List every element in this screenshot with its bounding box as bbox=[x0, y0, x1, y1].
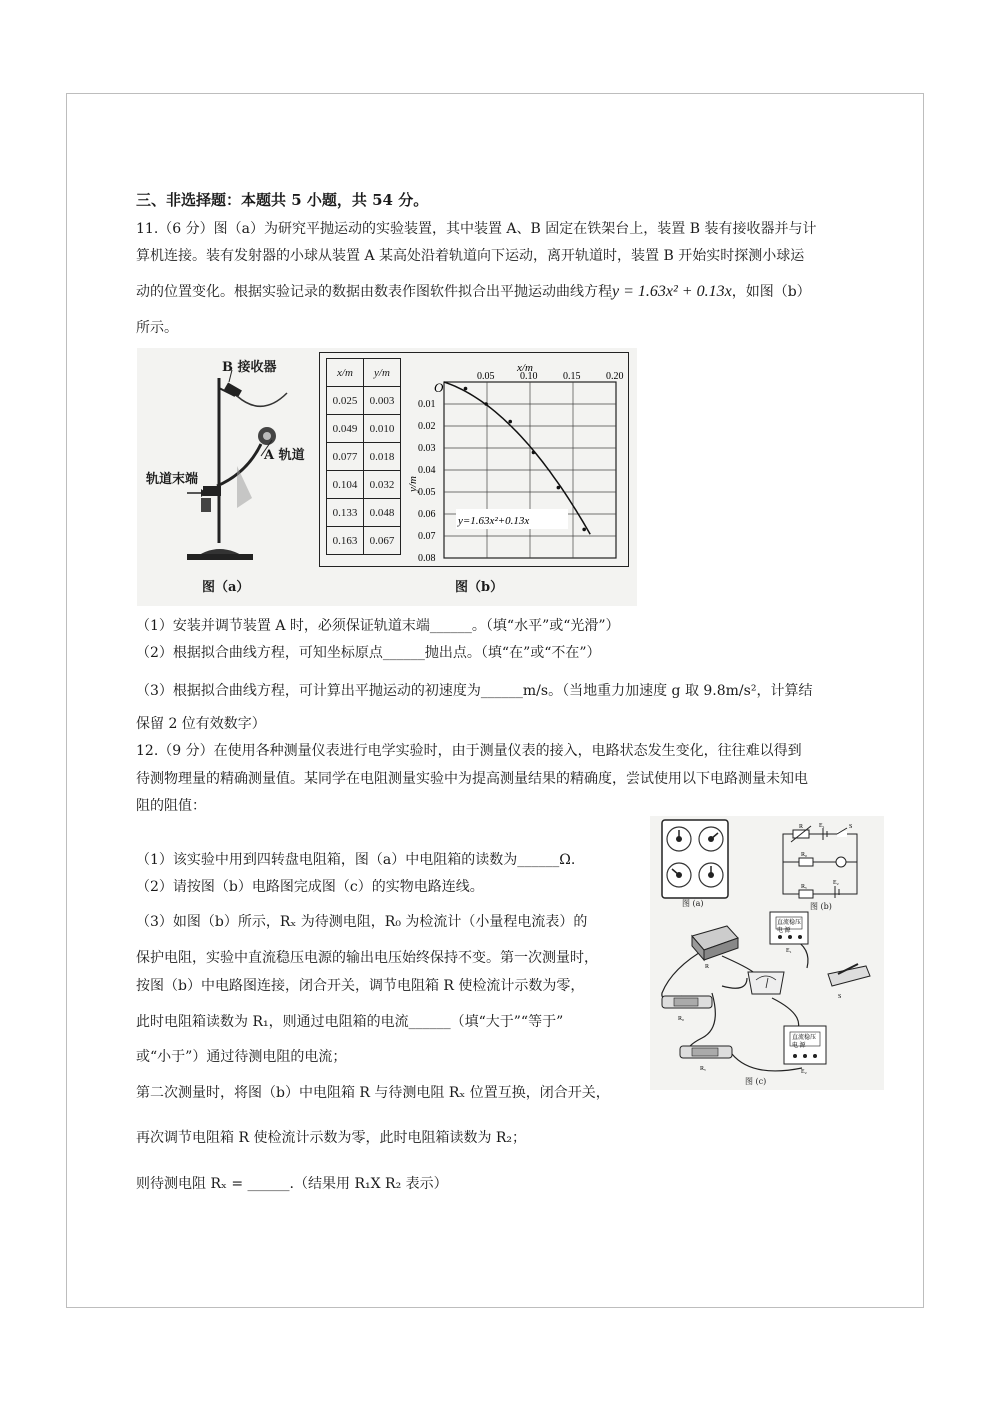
q11-sub3-a: （3）根据拟合曲线方程，可计算出平抛运动的初速度为______m/s。（当地重力加速度 g 取 9.8m/s²，计算结 bbox=[136, 683, 813, 699]
table-cell: 0.104 bbox=[327, 471, 364, 499]
y-tick-label: 0.01 bbox=[418, 399, 436, 410]
plot-origin: O bbox=[434, 380, 444, 395]
data-point bbox=[557, 486, 561, 490]
y-tick-label: 0.03 bbox=[418, 443, 436, 454]
q11-label-track-end: 轨道末端 bbox=[146, 472, 199, 487]
plot-grid bbox=[444, 382, 616, 558]
fig-c-e1: E₁ bbox=[786, 948, 792, 954]
table-row bbox=[327, 443, 401, 471]
section-header: 三、非选择题：本题共 5 小题，共 54 分。 bbox=[136, 191, 429, 209]
data-point bbox=[532, 451, 536, 455]
fig-c-s: S bbox=[838, 994, 842, 1000]
plot-x-title: x/m bbox=[517, 362, 533, 374]
y-tick-label: 0.05 bbox=[418, 487, 436, 498]
fig-c-box2-title: 直流稳压 bbox=[792, 1035, 817, 1041]
q11-label-track: A 轨道 bbox=[264, 448, 305, 463]
data-point bbox=[582, 528, 586, 532]
q11-sub1: （1）安装并调节装置 A 时，必须保证轨道末端______。（填“水平”或“光滑”） bbox=[136, 618, 620, 634]
fig-c-box1-sub: 电 源 bbox=[777, 928, 791, 934]
table-cell: 0.025 bbox=[327, 387, 364, 415]
table-header-y: y/m bbox=[364, 359, 401, 387]
q12-sub3-c: 按图（b）中电路图连接，闭合开关，调节电阻箱 R 使检流计示数为零， bbox=[136, 978, 585, 994]
q12-fig-a-resistance-box bbox=[660, 818, 730, 900]
q12-sub3-f: 第二次测量时，将图（b）中电阻箱 R 与待测电阻 Rₓ 位置互换，闭合开关， bbox=[136, 1085, 610, 1101]
table-cell: 0.077 bbox=[327, 443, 364, 471]
x-tick-label: 0.20 bbox=[606, 371, 624, 382]
q12-fig-c-caption: 图 (c) bbox=[745, 1077, 767, 1086]
y-tick-label: 0.06 bbox=[418, 509, 436, 520]
y-tick-label: 0.04 bbox=[418, 465, 436, 476]
table-cell: 0.032 bbox=[364, 471, 401, 499]
table-row bbox=[327, 527, 401, 555]
y-tick-label: 0.07 bbox=[418, 531, 436, 542]
q12-sub3-b: 保护电阻，实验中直流稳压电源的输出电压始终保持不变。第一次测量时， bbox=[136, 950, 598, 966]
q11-label-receiver: B 接收器 bbox=[222, 360, 277, 375]
table-row bbox=[327, 499, 401, 527]
table-cell: 0.010 bbox=[364, 415, 401, 443]
q12-sub3-h: 则待测电阻 Rₓ = ______.（结果用 R₁X R₂ 表示） bbox=[136, 1176, 448, 1192]
q12-sub2: （2）请按图（b）电路图完成图（c）的实物电路连线。 bbox=[136, 879, 484, 895]
q11-sub3-b: 保留 2 位有效数字） bbox=[136, 716, 266, 732]
fig-b-label-e2: E₂ bbox=[833, 880, 839, 886]
table-row bbox=[327, 471, 401, 499]
q12-sub3-e: 或“小于”）通过待测电阻的电流； bbox=[136, 1049, 347, 1065]
q11-fig-a-caption: 图（a） bbox=[202, 580, 250, 595]
q11-line2: 算机连接。装有发射器的小球从装置 A 某高处沿着轨道向下运动，离开轨道时，装置 B 开始实时探测小球运 bbox=[136, 248, 805, 264]
q12-fig-b-caption: 图 (b) bbox=[810, 902, 832, 911]
q11-sub2: （2）根据拟合曲线方程，可知坐标原点______抛出点。（填“在”或“不在”） bbox=[136, 645, 601, 661]
y-tick-label: 0.08 bbox=[418, 553, 436, 564]
y-tick-label: 0.02 bbox=[418, 421, 436, 432]
table-header-x: x/m bbox=[327, 359, 364, 387]
fig-b-label-r0: R₀ bbox=[801, 852, 808, 858]
table-cell: 0.048 bbox=[364, 499, 401, 527]
q12-fig-b-circuit bbox=[775, 822, 865, 902]
q11-data-table bbox=[326, 358, 401, 555]
fig-b-label-s: S bbox=[849, 824, 853, 830]
fig-c-box1-title: 直流稳压 bbox=[777, 920, 802, 926]
q11-line4: 所示。 bbox=[136, 320, 178, 336]
table-cell: 0.163 bbox=[327, 527, 364, 555]
data-point bbox=[464, 387, 468, 391]
x-tick-label: 0.10 bbox=[520, 371, 538, 382]
fig-c-e2: E₂ bbox=[801, 1069, 807, 1075]
table-cell: 0.018 bbox=[364, 443, 401, 471]
q12-fig-a-caption: 图 (a) bbox=[682, 899, 704, 908]
fig-c-box2-sub: 电 源 bbox=[792, 1043, 806, 1049]
table-cell: 0.133 bbox=[327, 499, 364, 527]
q12-fig-c-wiring bbox=[652, 908, 882, 1088]
q11-fig-b-caption: 图（b） bbox=[455, 580, 504, 595]
q11-fit-equation: y = 1.63x² + 0.13x bbox=[612, 283, 732, 300]
table-cell: 0.067 bbox=[364, 527, 401, 555]
q12-sub3-d: 此时电阻箱读数为 R₁，则通过电阻箱的电流______（填“大于”“等于” bbox=[136, 1014, 564, 1030]
x-tick-label: 0.05 bbox=[477, 371, 495, 382]
q12-line2: 待测物理量的精确测量值。某同学在电阻测量实验中为提高测量结果的精确度，尝试使用以下电路测量未知电 bbox=[136, 771, 808, 787]
data-point bbox=[484, 402, 488, 406]
q12-line3: 阻的阻值： bbox=[136, 798, 206, 814]
table-cell: 0.049 bbox=[327, 415, 364, 443]
q12-sub1: （1）该实验中用到四转盘电阻箱，图（a）中电阻箱的读数为______Ω. bbox=[136, 852, 576, 868]
x-tick-label: 0.15 bbox=[563, 371, 581, 382]
fig-b-label-rx: Rₓ bbox=[801, 884, 807, 890]
table-cell: 0.003 bbox=[364, 387, 401, 415]
fig-b-label-r: R bbox=[799, 824, 804, 830]
q11-line1: 11.（6 分）图（a）为研究平抛运动的实验装置，其中装置 A、B 固定在铁架台上，装置 B 装有接收器并与计 bbox=[136, 221, 817, 237]
fig-c-rx: Rₓ bbox=[700, 1066, 706, 1072]
q12-sub3-g: 再次调节电阻箱 R 使检流计示数为零，此时电阻箱读数为 R₂； bbox=[136, 1130, 527, 1146]
q11-line3: 动的位置变化。根据实验记录的数据由数表作图软件拟合出平抛运动曲线方程y = 1.63x² + 0.13x，如图（b） bbox=[136, 283, 811, 300]
plot-y-title: y/m bbox=[407, 476, 419, 492]
q12-sub3-a: （3）如图（b）所示，Rₓ 为待测电阻，R₀ 为检流计（小量程电流表）的 bbox=[136, 914, 588, 930]
q12-line1: 12.（9 分）在使用各种测量仪表进行电学实验时，由于测量仪表的接入，电路状态发生变化，往往难以得到 bbox=[136, 743, 802, 759]
fig-c-r0: R₀ bbox=[678, 1016, 685, 1022]
fig-c-r: R bbox=[705, 964, 710, 970]
table-row bbox=[327, 387, 401, 415]
data-point bbox=[508, 420, 512, 424]
fig-b-label-e1: E₁ bbox=[819, 823, 825, 829]
q11-curve-plot bbox=[404, 352, 629, 567]
plot-equation: y=1.63x²+0.13x bbox=[458, 515, 530, 527]
table-row bbox=[327, 415, 401, 443]
